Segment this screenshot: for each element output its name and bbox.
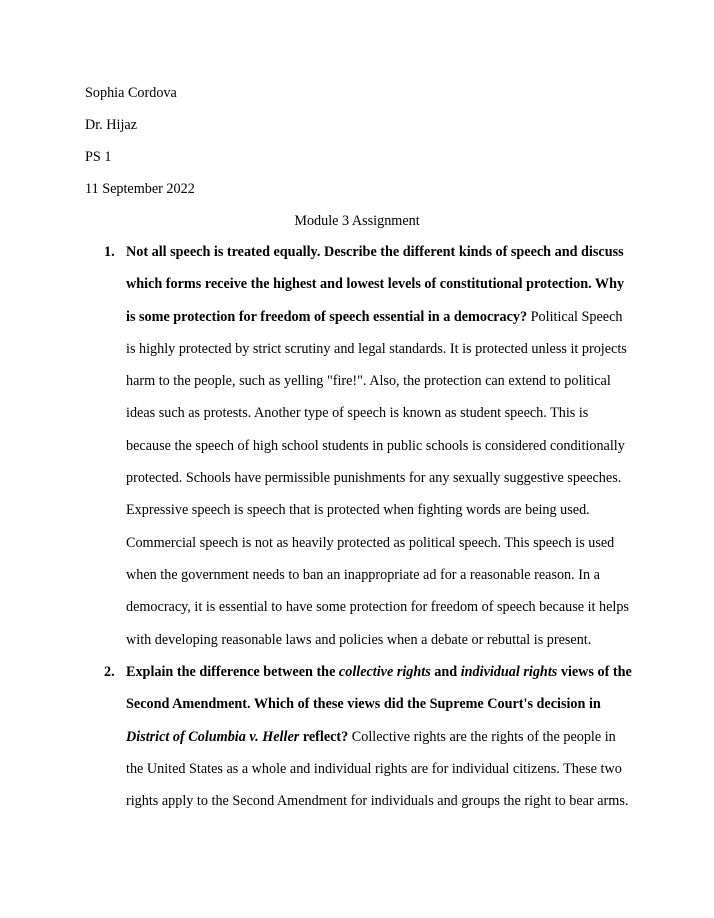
student-name: Sophia Cordova [85,85,177,101]
question-text-part: and [430,664,461,680]
answer-text: Political Speech is highly protected by strict scrutiny and legal standards. It is protected unless it projects harm to the people, such as yelling "fire!". Also, the protection can extend to political ideas such as protests. Another type of speech is known as student speech. This is because the speech of high school students in public schools is considered conditionally protected. Schools have permissible punishments for any sexually suggestive speeches. Expressive speech is speech that is protected when fighting words are being used. Commercial speech is not as heavily protected as political speech. This speech is used when the government needs to ban an inappropriate ad for a reasonable reason. In a democracy, it is essential to have some protection for freedom of speech because it helps with developing reasonable laws and policies when a debate or rebuttal is present. [126,308,629,648]
list-item [126,236,632,656]
question-text-part: Explain the difference between the [126,664,339,680]
question-emphasis: individual rights [460,664,558,680]
list-item [126,656,632,817]
instructor-name: Dr. Hijaz [85,117,138,133]
question-emphasis: collective rights [338,664,431,680]
question-text: Not all speech is treated equally. Describe the different kinds of speech and discuss which forms receive the highest and lowest levels of constitutional protection. Why is some protection for freedom of speech essential in a democracy? [126,244,625,325]
assignment-date: 11 September 2022 [85,181,195,197]
question-text-part: reflect? [299,728,349,745]
item-number: 1. [104,244,115,260]
question-text-part: views of the Second Amendment. Which of these views did the Supreme Court's decision in [126,664,632,713]
course-name: PS 1 [85,149,112,165]
item-number: 2. [104,664,115,680]
answer-text: Collective rights are the rights of the people in the United States as a whole and individual rights are for individual citizens. These two rights apply to the Second Amendment for individuals and groups the right to bear arms. [126,728,629,810]
case-name: District of Columbia v. Heller [126,728,300,745]
document-title: Module 3 Assignment [294,213,420,229]
